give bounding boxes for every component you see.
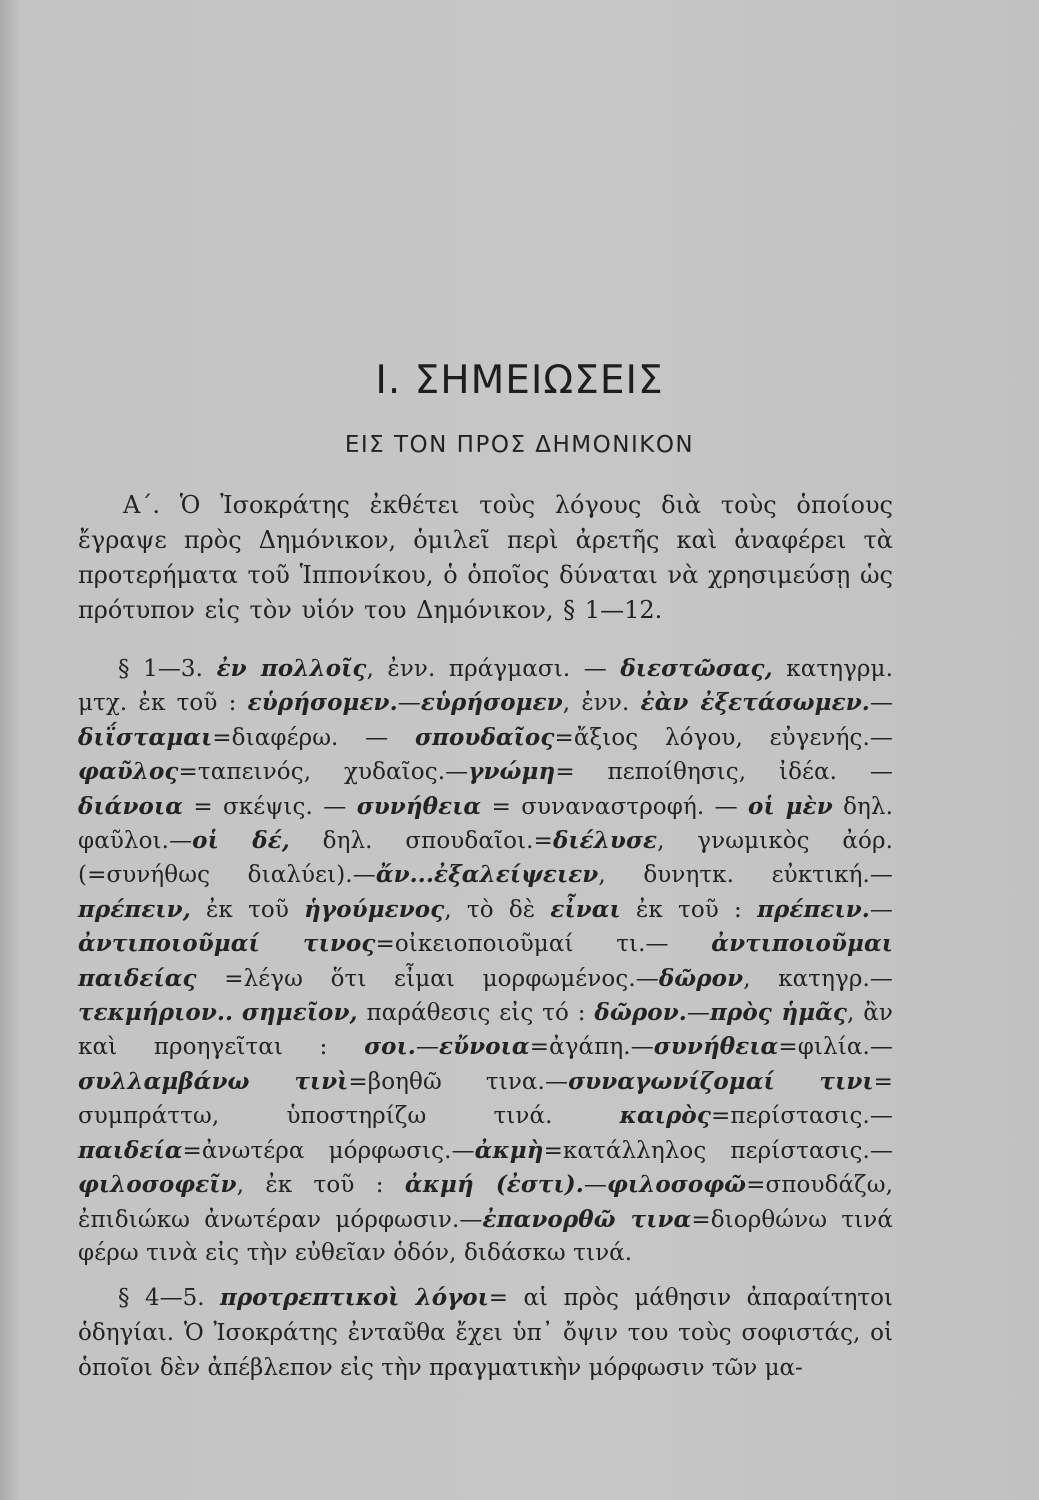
gloss-text: =βοηθῶ τινα.—: [348, 1068, 569, 1095]
gloss-text: =περίστασις.—: [710, 1103, 893, 1130]
keyword-term: συλλαμβάνω τινὶ: [78, 1067, 349, 1095]
keyword-term: τεκμήριον..: [78, 999, 234, 1027]
gloss-text: , τὸ δὲ: [444, 896, 551, 923]
gloss-text: =φιλία.—: [778, 1034, 893, 1061]
gloss-text: παράθεσις εἰς τό :: [357, 1000, 595, 1027]
keyword-term: εὔνοια: [439, 1033, 530, 1061]
gloss-text: , κατηγρ.—: [743, 965, 893, 992]
gloss-text: —: [869, 896, 893, 923]
gloss-text: =ταπεινός, χυδαῖος.—: [178, 759, 469, 786]
gloss-text: =διορθώνω τινά φέρω τινὰ εἰς τὴν εὐθεῖαν ὁδόν, διδάσκω τινά.: [78, 1206, 894, 1266]
gloss-text: , ἂν καὶ προηγεῖται :: [78, 1000, 893, 1061]
keyword-term: οἱ δέ,: [192, 827, 290, 855]
gloss-text: = σκέψις. —: [183, 793, 357, 820]
keyword-term: σπουδαῖος: [414, 723, 555, 751]
keyword-term: προτρεπτικοὶ λόγοι: [220, 1284, 489, 1312]
section-subtitle: ΕΙΣ ΤΟΝ ΠΡΟΣ ΔΗΜΟΝΙΚΟΝ: [344, 432, 695, 458]
keyword-term: ἐν πολλοῖς: [216, 655, 367, 682]
gloss-text: κατηγρμ. μτχ. ἐκ τοῦ :: [78, 656, 894, 717]
gloss-text: = συμπράττω, ὑποστηρίζω τινά.: [78, 1068, 893, 1130]
keyword-term: παιδεία: [78, 1136, 183, 1164]
keyword-term: φιλοσοφεῖν: [78, 1171, 237, 1199]
gloss-text: =λέγω ὅτι εἶμαι μορφωμένος.—: [196, 965, 659, 992]
keyword-term: πρέπειν,: [78, 895, 191, 923]
gloss-text: δηλ. σπουδαῖοι.=: [289, 828, 553, 855]
gloss-text: [233, 1000, 242, 1026]
keyword-term: συναγωνίζομαί τινι: [568, 1067, 874, 1095]
gloss-text: , ἐκ τοῦ :: [236, 1172, 405, 1199]
page-title: Ι. ΣΗΜΕΙΩΣΕΙΣ: [375, 358, 664, 403]
gloss-text: =ἀγάπη.—: [529, 1034, 654, 1061]
keyword-term: ἐπανορθῶ τινα: [482, 1205, 692, 1233]
gloss-text: δηλ. φαῦλοι.—: [78, 793, 893, 855]
paragraph-notes-4-5: [78, 1280, 893, 1386]
gloss-text: = αἱ πρὸς μάθησιν ἀπαραίτητοι ὁδηγίαι. Ὁ Ἰσοκράτης ἐνταῦθα ἔχει ὑπ᾽ ὄψιν του τοὺς σοφιστάς, οἱ ὁποῖοι δὲν ἀπέβλεπον εἰς τὴν πραγματικὴν μόρφωσιν τῶν μα-: [78, 1285, 893, 1382]
gloss-text: =ἄξιος λόγου, εὐγενής.—: [554, 724, 893, 751]
keyword-term: συνήθεια: [356, 792, 482, 820]
paragraph-summary: Α΄. Ὁ Ἰσοκράτης ἐκθέτει τοὺς λόγους διὰ τοὺς ὁποίους ἔγραψε πρὸς Δημόνικον, ὁμιλεῖ περὶ ἀρετῆς καὶ ἀναφέρει τὰ προτερήματα τοῦ Ἱππονίκου, ὁ ὁποῖος δύναται νὰ χρησιμεύσῃ ὡς πρότυπον εἰς τὸν υἱόν του Δημόνικον, § 1—12.: [78, 491, 893, 624]
gloss-text: § 1—3.: [118, 656, 217, 682]
keyword-term: ἐὰν ἐξετάσωμεν.: [640, 689, 870, 717]
keyword-term: καιρὸς: [619, 1102, 711, 1130]
keyword-term: σημεῖον,: [241, 999, 358, 1027]
gloss-text: —: [397, 690, 421, 717]
keyword-term: οἱ μὲν: [748, 792, 833, 820]
gloss-text: =κατάλληλος περίστασις.—: [543, 1137, 893, 1164]
keyword-term: συνήθεια: [653, 1033, 779, 1061]
gloss-text: , ἐνν. πράγμασι. —: [366, 656, 621, 682]
gloss-text: —: [869, 690, 893, 717]
gloss-text: =διαφέρω. —: [212, 724, 415, 751]
keyword-term: εὑρήσομεν.: [247, 689, 398, 717]
gloss-text: = πεποίθησις, ἰδέα. —: [555, 759, 894, 786]
keyword-term: ἡγούμενος: [304, 895, 445, 923]
keyword-term: πρὸς ἡμᾶς: [709, 999, 848, 1027]
keyword-term: διάνοια: [78, 792, 183, 820]
gloss-text: § 4—5.: [118, 1285, 221, 1312]
keyword-term: ἄν...ἐξαλείψειεν: [375, 861, 599, 889]
keyword-term: φαῦλος: [78, 758, 179, 786]
keyword-term: γνώμη: [468, 758, 556, 786]
keyword-term: φιλοσοφῶ: [606, 1171, 747, 1199]
gloss-text: =οἰκειοποιοῦμαί τι.—: [375, 931, 712, 958]
keyword-term: σοι.: [364, 1033, 416, 1061]
gloss-text: —: [415, 1034, 440, 1061]
gloss-text: —: [583, 1172, 607, 1199]
gloss-text: ἐκ τοῦ: [190, 896, 305, 923]
keyword-term: διέλυσε: [552, 827, 658, 855]
keyword-term: εὑρήσομεν: [420, 689, 563, 717]
keyword-term: δῶρον: [658, 964, 744, 992]
keyword-term: ἀντιποιοῦμαι παιδείας: [78, 930, 893, 992]
gloss-text: = συναναστροφή. —: [481, 793, 748, 820]
keyword-term: ἀκμή (ἐστι).: [404, 1171, 584, 1199]
gloss-text: =ἀνωτέρα μόρφωσις.—: [182, 1137, 475, 1164]
keyword-term: πρέπειν.: [757, 895, 870, 923]
paragraph-notes-1-3: [78, 652, 893, 1270]
notes-body: [78, 488, 893, 1386]
keyword-term: ἀκμὴ: [474, 1136, 544, 1164]
gloss-text: , δυνητκ. εὐκτική.—: [598, 862, 893, 889]
gloss-text: , ἐνν.: [562, 690, 641, 717]
gloss-text: , γνωμικὸς ἀόρ. (=συνήθως διαλύει).—: [78, 828, 893, 889]
keyword-term: ἀντιποιοῦμαί τινος: [78, 930, 376, 958]
gloss-text: —: [686, 1000, 710, 1027]
keyword-term: εἶναι: [550, 895, 621, 923]
gloss-text: ἐκ τοῦ :: [620, 896, 758, 923]
keyword-term: διΐσταμαι: [78, 723, 213, 751]
gloss-text: =σπουδάζω, ἐπιδιώκω ἀνωτέραν μόρφωσιν.—: [78, 1172, 893, 1233]
keyword-term: δῶρον.: [594, 999, 687, 1027]
keyword-term: διεστῶσας,: [620, 655, 773, 682]
